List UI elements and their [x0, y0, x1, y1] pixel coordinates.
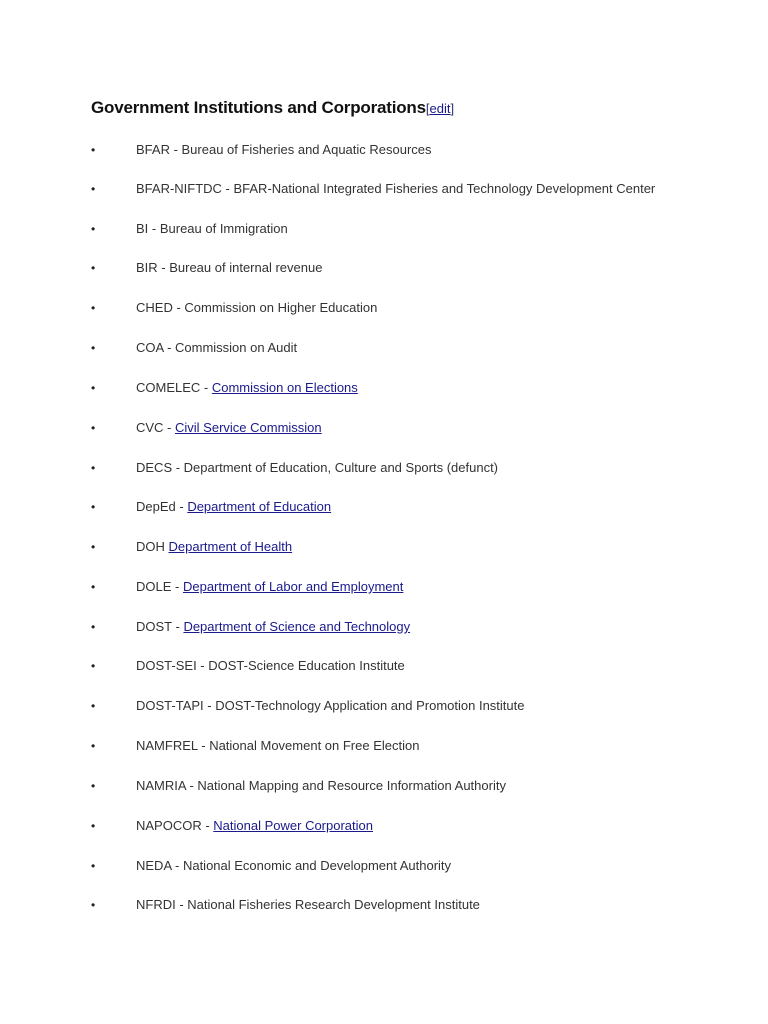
list-item-text: [136, 537, 292, 557]
list-item-prefix: DepEd -: [136, 499, 188, 514]
list-item-text: [136, 418, 322, 438]
bullet-icon: •: [91, 381, 96, 395]
list-item-prefix: NEDA - National Economic and Development Authority: [136, 858, 452, 873]
list-item: [0, 298, 768, 318]
list-item: [0, 338, 768, 358]
link-department-of-health[interactable]: Department of Health: [168, 539, 293, 554]
bullet-icon: •: [91, 819, 96, 833]
bullet-icon: •: [91, 341, 96, 355]
list-item-text: [136, 656, 405, 676]
bullet-icon: •: [91, 261, 96, 275]
list-item-text: [136, 736, 419, 756]
bullet-icon: •: [91, 699, 96, 713]
list-item-prefix: NFRDI - National Fisheries Research Development Institute: [136, 897, 480, 912]
list-item-prefix: DOST-TAPI - DOST-Technology Application and Promotion Institute: [136, 698, 525, 713]
list-item-prefix: BFAR - Bureau of Fisheries and Aquatic Resources: [136, 142, 432, 157]
bullet-icon: •: [91, 859, 96, 873]
list-item-prefix: COMELEC -: [136, 380, 212, 395]
list-item: [0, 895, 768, 915]
list-item-text: [136, 140, 432, 160]
list-item: [0, 696, 768, 716]
edit-link[interactable]: edit: [429, 101, 451, 116]
bullet-icon: •: [91, 620, 96, 634]
bullet-icon: •: [91, 739, 96, 753]
list-item-prefix: BIR - Bureau of internal revenue: [136, 260, 323, 275]
list-item-text: [136, 895, 480, 915]
list-item-text: [136, 617, 410, 637]
list-item: [0, 418, 768, 438]
list-item: [0, 219, 768, 239]
list-item-text: [136, 816, 373, 836]
list-item: [0, 497, 768, 517]
list-item-prefix: CVC -: [136, 420, 175, 435]
bullet-icon: •: [91, 143, 96, 157]
list-item-text: [136, 179, 655, 199]
bullet-icon: •: [91, 461, 96, 475]
list-item: [0, 458, 768, 478]
list-item: [0, 140, 768, 160]
link-commission-on-elections[interactable]: Commission on Elections: [211, 380, 358, 395]
edit-bracket-close: ]: [450, 101, 455, 116]
list-item-text: [136, 338, 297, 358]
bullet-icon: •: [91, 301, 96, 315]
list-item-prefix: COA - Commission on Audit: [136, 340, 298, 355]
list-item: [0, 816, 768, 836]
list-item-text: [136, 776, 506, 796]
link-department-of-science-and-technology[interactable]: Department of Science and Technology: [183, 619, 411, 634]
list-item-text: [136, 258, 322, 278]
bullet-icon: •: [91, 500, 96, 514]
list-item-text: [136, 298, 377, 318]
list-item: [0, 378, 768, 398]
link-national-power-corporation[interactable]: National Power Corporation: [213, 818, 373, 833]
list-item-text: [136, 696, 525, 716]
list-item: [0, 736, 768, 756]
bullet-icon: •: [91, 540, 96, 554]
bullet-icon: •: [91, 779, 96, 793]
list-item-prefix: NAMRIA - National Mapping and Resource Information Authority: [136, 778, 506, 793]
list-item-text: [136, 577, 403, 597]
section-title: Government Institutions and Corporations: [91, 98, 426, 117]
list-item-prefix: DOH: [136, 539, 169, 554]
list-item: [0, 179, 768, 199]
bullet-icon: •: [91, 659, 96, 673]
list-item-prefix: DOST-SEI - DOST-Science Education Institute: [136, 658, 405, 673]
list-item: [0, 617, 768, 637]
list-item-text: [136, 378, 358, 398]
bullet-icon: •: [91, 421, 96, 435]
list-item: [0, 258, 768, 278]
list-item-prefix: DECS - Department of Education, Culture and Sports (defunct): [136, 460, 499, 475]
bullet-icon: •: [91, 222, 96, 236]
link-department-of-education[interactable]: Department of Education: [187, 499, 332, 514]
list-item-prefix: CHED - Commission on Higher Education: [136, 300, 378, 315]
bullet-icon: •: [91, 182, 96, 196]
link-civil-service-commission[interactable]: Civil Service Commission: [175, 420, 322, 435]
list-item: [0, 537, 768, 557]
link-department-of-labor-and-employment[interactable]: Department of Labor and Employment: [182, 579, 404, 594]
list-item-prefix: NAMFREL - National Movement on Free Election: [136, 738, 420, 753]
list-item: [0, 656, 768, 676]
section-heading: [91, 97, 454, 120]
list-item-text: [136, 458, 498, 478]
edit-bracket-open: [: [425, 101, 430, 116]
list-item-text: [136, 219, 288, 239]
list-item: [0, 856, 768, 876]
list-item-prefix: DOLE -: [136, 579, 183, 594]
list-item-text: [136, 856, 451, 876]
bullet-icon: •: [91, 898, 96, 912]
list-item-prefix: BI - Bureau of Immigration: [136, 221, 288, 236]
list-item-prefix: BFAR-NIFTDC - BFAR-National Integrated Fisheries and Technology Development Center: [136, 181, 656, 196]
list-item-prefix: DOST -: [136, 619, 184, 634]
list-item-prefix: NAPOCOR -: [136, 818, 214, 833]
list-item-text: [136, 497, 331, 517]
bullet-icon: •: [91, 580, 96, 594]
list-item: [0, 776, 768, 796]
list-item: [0, 577, 768, 597]
